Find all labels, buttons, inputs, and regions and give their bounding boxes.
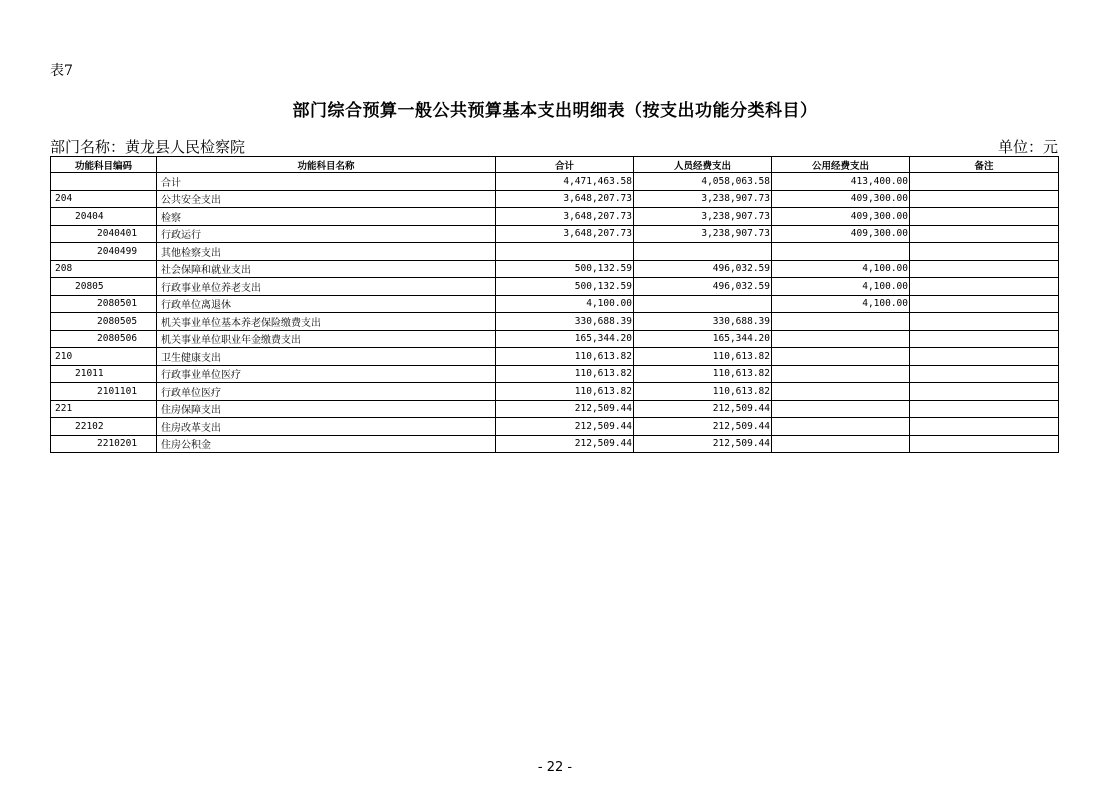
cell-code bbox=[51, 173, 157, 191]
cell-name: 行政事业单位养老支出 bbox=[157, 278, 496, 296]
cell-name: 行政单位离退休 bbox=[157, 295, 496, 313]
table-row bbox=[51, 190, 1059, 208]
cell-code: 204 bbox=[51, 190, 157, 208]
cell-name: 住房公积金 bbox=[157, 435, 496, 453]
cell-code: 221 bbox=[51, 400, 157, 418]
table-row bbox=[51, 435, 1059, 453]
cell-public: 4,100.00 bbox=[772, 295, 910, 313]
cell-personnel: 3,238,907.73 bbox=[634, 208, 772, 226]
cell-note bbox=[910, 330, 1059, 348]
cell-public bbox=[772, 418, 910, 436]
table-header-row bbox=[51, 157, 1059, 173]
cell-personnel: 3,238,907.73 bbox=[634, 190, 772, 208]
cell-public: 4,100.00 bbox=[772, 260, 910, 278]
cell-personnel: 212,509.44 bbox=[634, 435, 772, 453]
cell-public: 409,300.00 bbox=[772, 190, 910, 208]
cell-name: 机关事业单位职业年金缴费支出 bbox=[157, 330, 496, 348]
cell-total: 500,132.59 bbox=[496, 278, 634, 296]
cell-total: 212,509.44 bbox=[496, 435, 634, 453]
cell-note bbox=[910, 278, 1059, 296]
cell-note bbox=[910, 208, 1059, 226]
cell-code: 2101101 bbox=[51, 383, 157, 401]
cell-personnel: 496,032.59 bbox=[634, 260, 772, 278]
cell-public: 4,100.00 bbox=[772, 278, 910, 296]
cell-note bbox=[910, 435, 1059, 453]
cell-name: 住房保障支出 bbox=[157, 400, 496, 418]
cell-total: 3,648,207.73 bbox=[496, 190, 634, 208]
table-row bbox=[51, 400, 1059, 418]
table-row bbox=[51, 278, 1059, 296]
cell-personnel: 212,509.44 bbox=[634, 418, 772, 436]
cell-code: 22102 bbox=[51, 418, 157, 436]
cell-personnel: 4,058,063.58 bbox=[634, 173, 772, 191]
column-header-note: 备注 bbox=[910, 157, 1059, 173]
cell-personnel: 165,344.20 bbox=[634, 330, 772, 348]
cell-total: 110,613.82 bbox=[496, 383, 634, 401]
column-header-personnel: 人员经费支出 bbox=[634, 157, 772, 173]
table-row bbox=[51, 225, 1059, 243]
cell-public bbox=[772, 313, 910, 331]
cell-public: 409,300.00 bbox=[772, 208, 910, 226]
cell-total: 4,100.00 bbox=[496, 295, 634, 313]
cell-total: 110,613.82 bbox=[496, 365, 634, 383]
cell-code: 2080506 bbox=[51, 330, 157, 348]
cell-note bbox=[910, 365, 1059, 383]
page-number: - 22 - bbox=[537, 760, 573, 775]
column-header-code: 功能科目编码 bbox=[51, 157, 157, 173]
table-row bbox=[51, 418, 1059, 436]
cell-public: 413,400.00 bbox=[772, 173, 910, 191]
cell-note bbox=[910, 260, 1059, 278]
cell-note bbox=[910, 383, 1059, 401]
cell-public bbox=[772, 243, 910, 261]
cell-total: 500,132.59 bbox=[496, 260, 634, 278]
cell-name: 行政事业单位医疗 bbox=[157, 365, 496, 383]
cell-note bbox=[910, 173, 1059, 191]
cell-code: 20404 bbox=[51, 208, 157, 226]
cell-name: 卫生健康支出 bbox=[157, 348, 496, 366]
cell-personnel bbox=[634, 243, 772, 261]
table-row bbox=[51, 383, 1059, 401]
cell-note bbox=[910, 190, 1059, 208]
cell-name: 机关事业单位基本养老保险缴费支出 bbox=[157, 313, 496, 331]
cell-note bbox=[910, 225, 1059, 243]
department-name: 部门名称：黄龙县人民检察院 bbox=[50, 138, 246, 156]
cell-personnel: 212,509.44 bbox=[634, 400, 772, 418]
expenditure-table bbox=[50, 156, 1059, 453]
cell-total: 212,509.44 bbox=[496, 418, 634, 436]
cell-note bbox=[910, 400, 1059, 418]
cell-code: 210 bbox=[51, 348, 157, 366]
cell-name: 合计 bbox=[157, 173, 496, 191]
table-row bbox=[51, 313, 1059, 331]
cell-personnel: 3,238,907.73 bbox=[634, 225, 772, 243]
unit-label: 单位：元 bbox=[997, 138, 1058, 156]
cell-public bbox=[772, 348, 910, 366]
page-title: 部门综合预算一般公共预算基本支出明细表（按支出功能分类科目） bbox=[292, 101, 818, 121]
cell-note bbox=[910, 313, 1059, 331]
cell-total: 3,648,207.73 bbox=[496, 225, 634, 243]
table-body bbox=[51, 173, 1059, 453]
column-header-total: 合计 bbox=[496, 157, 634, 173]
cell-name: 行政单位医疗 bbox=[157, 383, 496, 401]
cell-note bbox=[910, 243, 1059, 261]
cell-code: 208 bbox=[51, 260, 157, 278]
table-row bbox=[51, 348, 1059, 366]
cell-public bbox=[772, 383, 910, 401]
cell-name: 社会保障和就业支出 bbox=[157, 260, 496, 278]
table-row bbox=[51, 295, 1059, 313]
cell-code: 21011 bbox=[51, 365, 157, 383]
cell-public bbox=[772, 435, 910, 453]
cell-code: 2080501 bbox=[51, 295, 157, 313]
cell-public: 409,300.00 bbox=[772, 225, 910, 243]
cell-note bbox=[910, 418, 1059, 436]
cell-total: 110,613.82 bbox=[496, 348, 634, 366]
cell-total bbox=[496, 243, 634, 261]
table-row bbox=[51, 365, 1059, 383]
cell-code: 2210201 bbox=[51, 435, 157, 453]
cell-total: 3,648,207.73 bbox=[496, 208, 634, 226]
cell-note bbox=[910, 295, 1059, 313]
cell-personnel: 330,688.39 bbox=[634, 313, 772, 331]
cell-public bbox=[772, 365, 910, 383]
cell-code: 2080505 bbox=[51, 313, 157, 331]
table-number: 表7 bbox=[50, 63, 73, 79]
cell-public bbox=[772, 330, 910, 348]
cell-code: 2040499 bbox=[51, 243, 157, 261]
table-row bbox=[51, 173, 1059, 191]
cell-total: 165,344.20 bbox=[496, 330, 634, 348]
cell-personnel: 110,613.82 bbox=[634, 383, 772, 401]
cell-total: 330,688.39 bbox=[496, 313, 634, 331]
table-row bbox=[51, 260, 1059, 278]
table-row bbox=[51, 208, 1059, 226]
cell-note bbox=[910, 348, 1059, 366]
cell-total: 212,509.44 bbox=[496, 400, 634, 418]
cell-name: 检察 bbox=[157, 208, 496, 226]
table-row bbox=[51, 243, 1059, 261]
cell-name: 公共安全支出 bbox=[157, 190, 496, 208]
cell-personnel: 110,613.82 bbox=[634, 365, 772, 383]
column-header-public: 公用经费支出 bbox=[772, 157, 910, 173]
cell-code: 2040401 bbox=[51, 225, 157, 243]
cell-code: 20805 bbox=[51, 278, 157, 296]
cell-name: 其他检察支出 bbox=[157, 243, 496, 261]
cell-public bbox=[772, 400, 910, 418]
cell-personnel: 110,613.82 bbox=[634, 348, 772, 366]
cell-total: 4,471,463.58 bbox=[496, 173, 634, 191]
cell-personnel bbox=[634, 295, 772, 313]
table-row bbox=[51, 330, 1059, 348]
cell-name: 住房改革支出 bbox=[157, 418, 496, 436]
column-header-name: 功能科目名称 bbox=[157, 157, 496, 173]
cell-personnel: 496,032.59 bbox=[634, 278, 772, 296]
cell-name: 行政运行 bbox=[157, 225, 496, 243]
